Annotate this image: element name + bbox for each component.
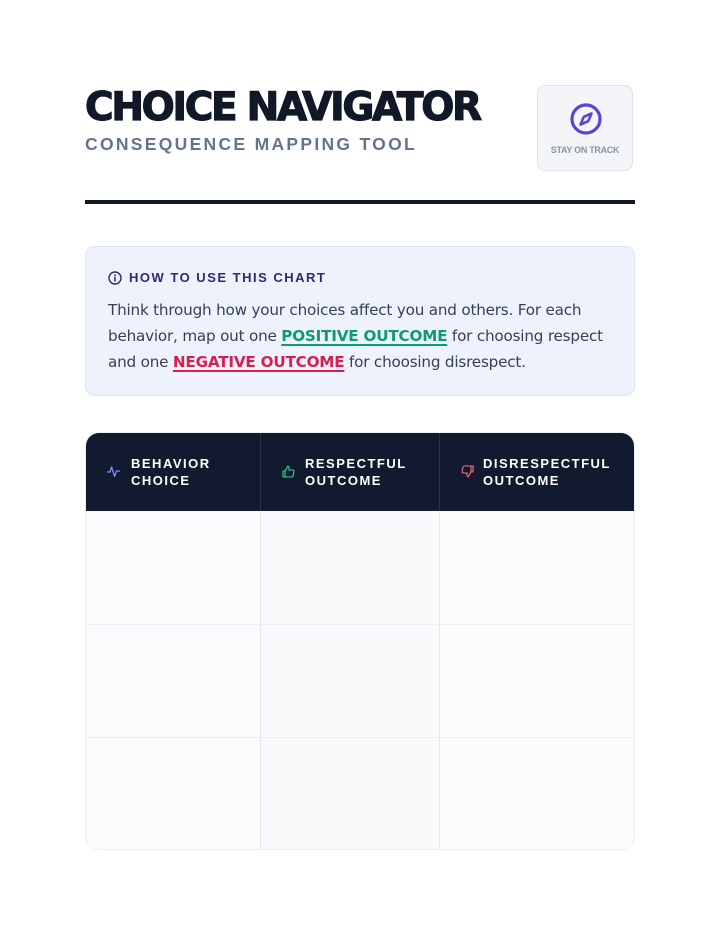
table-row (86, 624, 635, 737)
column-label: DISRESPECTFUL OUTCOME (483, 456, 611, 488)
column-label: BEHAVIOR CHOICE (131, 456, 211, 488)
consequence-table (85, 432, 635, 850)
instructions-title: HOW TO USE THIS CHART (129, 270, 327, 285)
instructions-heading (108, 270, 326, 286)
table-row (86, 511, 635, 624)
instructions-text-part: for choosing disrespect. (344, 353, 526, 371)
info-icon (108, 271, 122, 285)
positive-outcome-highlight: POSITIVE OUTCOME (281, 327, 448, 345)
header-divider (85, 200, 635, 204)
respectful-outcome-cell[interactable] (260, 625, 439, 737)
disrespectful-outcome-cell[interactable] (439, 738, 635, 850)
column-header-respectful (260, 433, 439, 511)
behavior-cell[interactable] (86, 625, 260, 737)
page-title: CHOICE NAVIGATOR (85, 85, 480, 130)
instructions-text-part: for choosing respect and one (108, 327, 603, 371)
table-header (86, 433, 635, 511)
table-row (86, 737, 635, 850)
negative-outcome-highlight: NEGATIVE OUTCOME (172, 353, 345, 371)
activity-icon (107, 465, 120, 478)
compass-icon (569, 102, 603, 136)
badge-label: STAY ON TRACK (550, 145, 620, 155)
thumbs-down-icon (461, 465, 474, 478)
behavior-cell[interactable] (86, 738, 260, 850)
thumbs-up-icon (282, 465, 295, 478)
table-body (86, 511, 635, 850)
instructions-text (108, 297, 623, 375)
column-header-disrespectful (439, 433, 635, 511)
disrespectful-outcome-cell[interactable] (439, 511, 635, 624)
instructions-text-part: Think through how your choices affect you and others. For each behavior, map out one (108, 301, 582, 345)
respectful-outcome-cell[interactable] (260, 511, 439, 624)
respectful-outcome-cell[interactable] (260, 738, 439, 850)
stay-on-track-badge (537, 85, 633, 171)
instructions-box (85, 246, 635, 396)
header (85, 84, 635, 174)
disrespectful-outcome-cell[interactable] (439, 625, 635, 737)
page-subtitle: CONSEQUENCE MAPPING TOOL (85, 134, 417, 154)
behavior-cell[interactable] (86, 511, 260, 624)
column-header-behavior (86, 433, 260, 511)
column-label: RESPECTFUL OUTCOME (305, 456, 407, 488)
